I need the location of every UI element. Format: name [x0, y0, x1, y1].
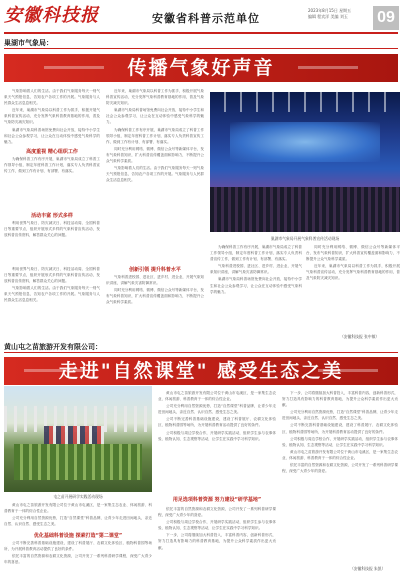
issue-editors: 编辑 程宾洋 美编 刘玉	[308, 14, 348, 19]
section2-column-1	[4, 502, 152, 528]
section1-column-1d	[4, 266, 100, 340]
paragraph: 公司积极与周边学校合作，开展研学实践活动，组织学生参与农事体验、植物认知、生态观察等活动，让学生在实践中学习科学知识。	[158, 430, 276, 441]
section1-byline: （安徽科技报 张中敏）	[340, 334, 380, 339]
paragraph: 下一步，公司将继续加大科普投入，丰富科普内容，创新科普形式，努力打造具有影响力的科普教育基地，为提升公众科学素质作出更大贡献。	[282, 391, 398, 408]
banner-decoration	[44, 66, 104, 69]
paragraph: 公司充分利用自然资源优势，打造“自然课堂”科普品牌，让青少年走进田间地头，亲近自然、认识自然、感受生态之美。	[4, 516, 152, 527]
paragraph: 公司不断完善科普基础设施建设，建设了科普展厅、农耕文化体验区、植物科普园等场所，为开展科普教育活动提供了良好的条件。	[4, 541, 152, 552]
issue-date: 2023年8月15日 星期五	[308, 8, 352, 13]
section2-subhead-2: 用足选项科普资源 努力建设“研学基地”	[172, 497, 262, 503]
section1-column-1c	[4, 220, 100, 262]
stage-lights	[210, 92, 400, 112]
section2-column-2	[158, 390, 276, 490]
paragraph: 气象影响着人们的生活。由于我们气象服务每天一则气象天气预报信息，告知农户各项工作的开展。气象服务与人民群众生活息息相关。	[4, 286, 100, 303]
paragraph: 依托丰富的自然资源和农耕文化资源，公司开发了一系列科普研学课程，深受广大青少年的喜爱。	[282, 463, 398, 474]
paragraph: 黄山市屯之苗旅游开发有限公司位于黄山市屯溪区，是一家集生态农业、休闲旅游、科普教育于一体的综合性企业。	[158, 391, 276, 402]
paragraph: 公司充分利用自然资源优势，打造“自然课堂”科普品牌，让青少年走进田间地头，亲近自然、认识自然、感受生态之美。	[158, 404, 276, 415]
paragraph: 依托丰富的自然资源和农耕文化资源，公司开发了一系列科普研学课程，深受广大青少年的喜爱。	[158, 507, 276, 518]
paragraph: 气象科普进校园、进社区、进乡村、进企业，开展气象知识讲座，讲解气象灾害防御常识。	[106, 275, 204, 286]
issue-meta	[308, 8, 372, 20]
paragraph: 公司不断完善科普基础设施建设，建设了科普展厅、农耕文化体验区、植物科普园等场所，为开展科普教育活动提供了良好的条件。	[282, 423, 398, 434]
paragraph: 气象影响着人们的生活。由于我们气象服务每天一则气象天气预报信息，告知农户各项工作的开展。气象服务与人民群众生活息息相关。	[4, 89, 100, 106]
paragraph: 近年来，巢湖市气象局以科普工作为抓手，积极开展气象科普宣传活动，充分发挥气象科普教育基地的作用，普及气象防灾减灾知识。	[106, 89, 204, 106]
section1-subhead-1: 高度重视 精心组织工作	[26, 149, 78, 155]
section1-column-3	[210, 244, 302, 340]
section1-rule	[4, 48, 398, 49]
stage-screen	[230, 122, 380, 162]
paragraph: 气象影响着人们的生活。由于我们气象服务每天一则气象天气预报信息，告知农户各项工作的开展。气象服务与人民群众生活息息相关。	[106, 166, 204, 183]
paragraph: 公司不断完善科普基础设施建设，建设了科普展厅、农耕文化体验区、植物科普园等场所，为开展科普教育活动提供了良好的条件。	[158, 417, 276, 428]
page-title: 安徽省科普示范单位	[152, 12, 260, 25]
paragraph: 利用世界气象日、防灾减灾日、科技活动周、全国科普日等重要节点，组织开展形式多样的气象科普宣传活动，发放科普宣传资料，解答群众关心的问题。	[4, 267, 100, 284]
page-number: 09	[373, 6, 399, 30]
paragraph: 同时充分利用网络、微博、微信公众号等新媒体平台，发布气象科普知识，扩大科普宣传覆盖面和影响力，不断提升公众气象科学素质。	[106, 288, 204, 305]
section2-byline: （安徽科技报 朱凯）	[350, 566, 386, 571]
section2-column-1b	[4, 540, 152, 574]
banner-decoration	[298, 66, 358, 69]
paragraph: 气象科普进校园、进社区、进乡村、进企业，开展气象知识讲座，讲解气象灾害防御常识。	[210, 264, 302, 275]
section1-headline-text: 传播气象好声音	[127, 57, 275, 79]
section2-headline	[4, 357, 398, 385]
paragraph: 巢湖市气象局科普场馆免费向社会开放，接待中小学生和社会公众参观学习，让公众在互动体验中感受气象科学的魅力。	[106, 108, 204, 125]
section1-column-4	[306, 244, 400, 332]
banner-decoration	[24, 369, 84, 372]
section2-column-3	[282, 390, 398, 566]
section1-column-2b	[106, 274, 204, 340]
masthead-rule	[4, 32, 398, 34]
paragraph: 近年来，巢湖市气象局以科普工作为抓手，积极开展气象科普宣传活动，充分发挥气象科普教育基地的作用，普及气象防灾减灾知识。	[4, 108, 100, 125]
paragraph: 下一步，公司将继续加大科普投入，丰富科普内容，创新科普形式，努力打造具有影响力的科普教育基地，为提升公众科学素质作出更大贡献。	[158, 533, 276, 550]
banner-decoration	[318, 369, 378, 372]
paragraph: 为确保科普工作有序开展，巢湖市气象局成立了科普工作领导小组，制定年度科普工作计划，落实专人负责科普宣传工作，做到工作有计划、有部署、有落实。	[106, 127, 204, 144]
section1-photo	[210, 92, 400, 232]
newspaper-logo: 安徽科技报	[4, 5, 99, 26]
audience	[210, 187, 400, 232]
section2-column-2b	[158, 506, 276, 574]
section1-column-1	[4, 88, 100, 144]
section1-photo-caption: 巢湖市气象局开展气象科普宣传活动现场	[270, 236, 340, 241]
paragraph: 黄山市屯之苗旅游开发有限公司位于黄山市屯溪区，是一家集生态农业、休闲旅游、科普教育于一体的综合性企业。	[282, 449, 398, 460]
paragraph: 依托丰富的自然资源和农耕文化资源，公司开发了一系列科普研学课程，深受广大青少年的喜爱。	[4, 554, 152, 565]
section1-subhead-3: 创新引领 提升科普水平	[129, 267, 181, 273]
paragraph: 同时充分利用网络、微博、微信公众号等新媒体平台，发布气象科普知识，扩大科普宣传覆盖面和影响力，不断提升公众气象科学素质。	[106, 146, 204, 164]
section2-rule	[4, 352, 398, 353]
paragraph: 利用世界气象日、防灾减灾日、科技活动周、全国科普日等重要节点，组织开展形式多样的气象科普宣传活动，发放科普宣传资料，解答群众关心的问题。	[4, 221, 100, 238]
section2-photo	[4, 386, 152, 492]
paragraph: 公司积极与周边学校合作，开展研学实践活动，组织学生参与农事体验、植物认知、生态观察等活动，让学生在实践中学习科学知识。	[158, 520, 276, 531]
garden-plot	[14, 444, 142, 480]
paragraph: 公司积极与周边学校合作，开展研学实践活动，组织学生参与农事体验、植物认知、生态观察等活动，让学生在实践中学习科学知识。	[282, 436, 398, 447]
section1-column-1b	[4, 156, 100, 208]
paragraph: 黄山市屯之苗旅游开发有限公司位于黄山市屯溪区，是一家集生态农业、休闲旅游、科普教育于一体的综合性企业。	[4, 503, 152, 514]
section2-photo-caption: 屯之苗开展研学实践活动现场	[53, 494, 103, 499]
paragraph: 同时充分利用网络、微博、微信公众号等新媒体平台，发布气象科普知识，扩大科普宣传覆盖面和影响力，不断提升公众气象科学素质。	[306, 245, 400, 262]
section1-subhead-2: 活动丰富 形式多样	[31, 213, 73, 219]
paragraph: 巢湖市气象局科普场馆免费向社会开放，接待中小学生和社会公众参观学习，让公众在互动体验中感受气象科学的魅力。	[4, 127, 100, 144]
paragraph: 为确保科普工作有序开展，巢湖市气象局成立了科普工作领导小组，制定年度科普工作计划，落实专人负责科普宣传工作，做到工作有计划、有部署、有落实。	[4, 157, 100, 174]
section1-column-2	[106, 88, 204, 262]
section2-headline-text: 走进"自然课堂" 感受生态之美	[58, 360, 344, 382]
section2-label: 黄山屯之苗旅游开发有限公司：	[4, 343, 102, 351]
section1-headline	[4, 54, 398, 82]
paragraph: 近年来，巢湖市气象局以科普工作为抓手，积极开展气象科普宣传活动，充分发挥气象科普教育基地的作用，普及气象防灾减灾知识。	[306, 264, 400, 281]
paragraph: 公司充分利用自然资源优势，打造“自然课堂”科普品牌，让青少年走进田间地头，亲近自然、认识自然、感受生态之美。	[282, 410, 398, 421]
section1-label: 巢湖市气象局：	[4, 39, 53, 47]
paragraph: 巢湖市气象局科普场馆免费向社会开放，接待中小学生和社会公众参观学习，让公众在互动体验中感受气象科学的魅力。	[210, 277, 302, 294]
section2-subhead-1a: 优化基础科普设施 探索打造“第二课堂”	[33, 533, 123, 539]
paragraph: 为确保科普工作有序开展，巢湖市气象局成立了科普工作领导小组，制定年度科普工作计划，落实专人负责科普宣传工作，做到工作有计划、有部署、有落实。	[210, 245, 302, 262]
